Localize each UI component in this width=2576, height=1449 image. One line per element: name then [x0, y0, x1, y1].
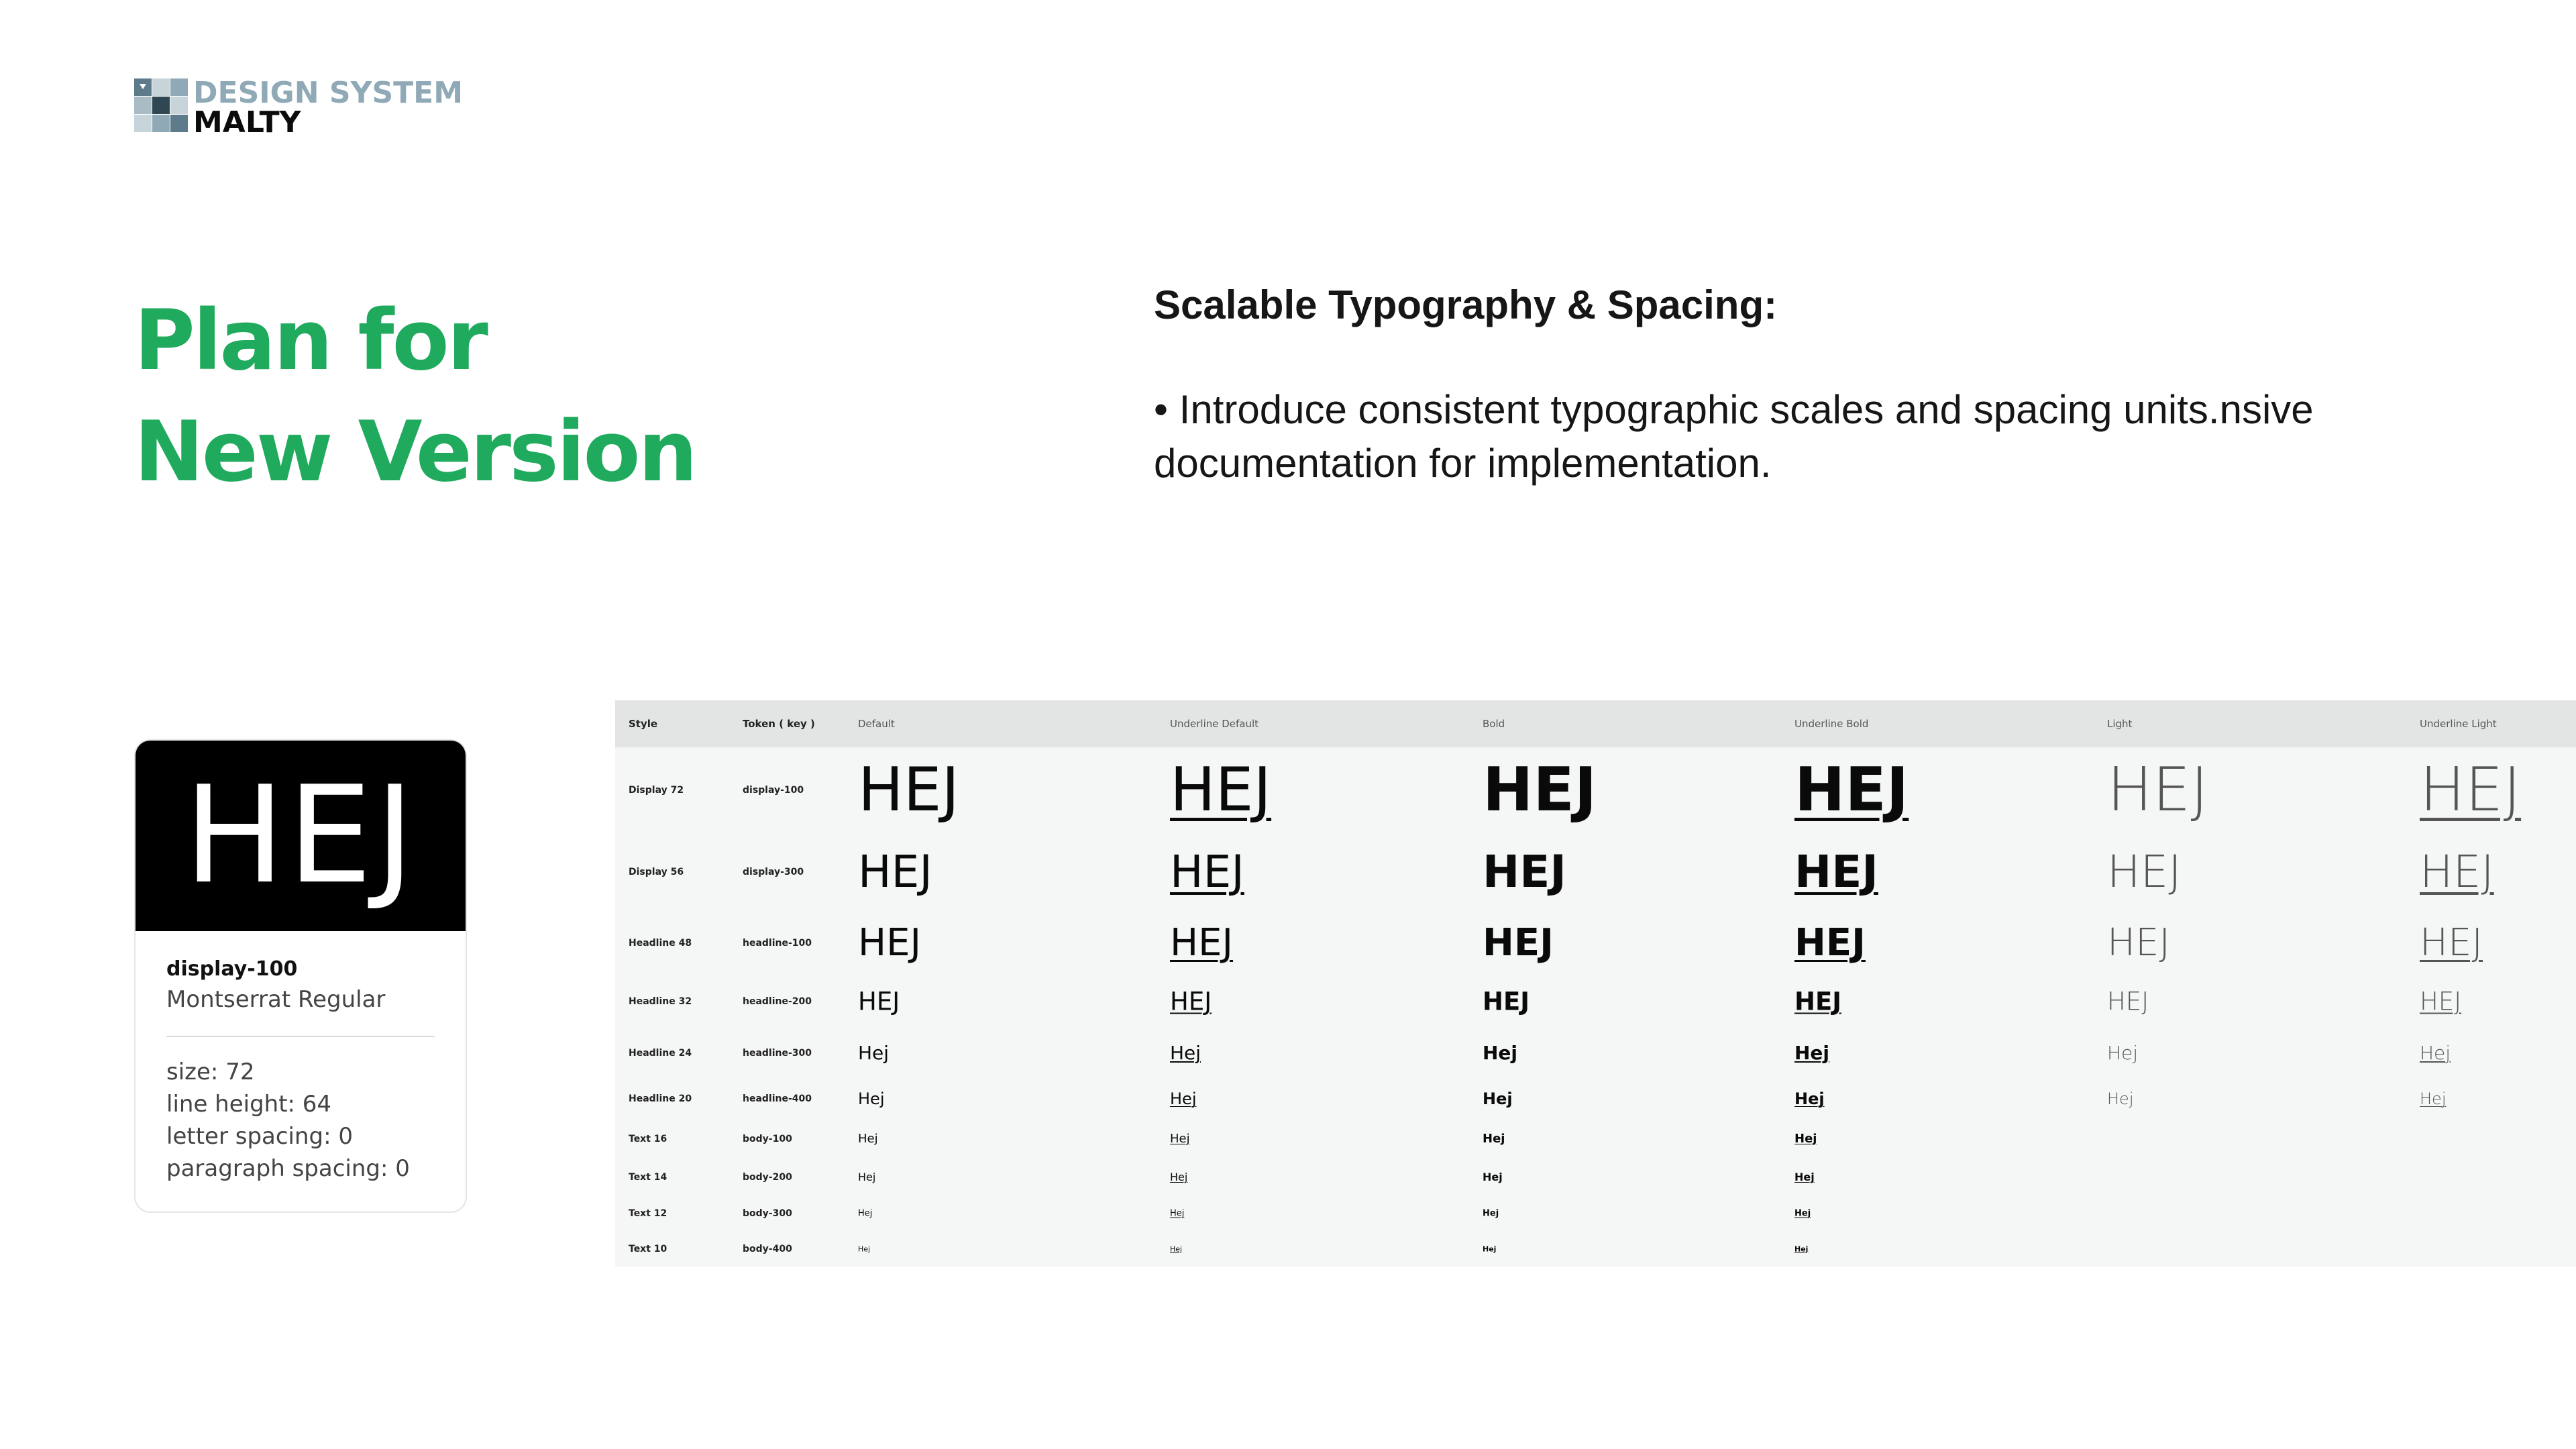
description-body: • Introduce consistent typographic scales and spacing units.nsive documentation for implementation. — [1154, 387, 2314, 486]
sample-default: Hej — [858, 1132, 878, 1146]
sample-bold: Hej — [1483, 1132, 1505, 1146]
sample-underline-bold: HEJ — [1794, 755, 1909, 825]
sample-underline-light: HEJ — [2420, 846, 2494, 898]
row-style-label: Text 16 — [629, 1134, 667, 1144]
sample-underline-default: HEJ — [1170, 846, 1244, 898]
logo-wordmark — [193, 78, 463, 138]
specimen-letter-spacing: letter spacing: 0 — [166, 1123, 354, 1150]
design-system-logo — [134, 78, 510, 139]
row-token-label: display-100 — [743, 785, 804, 796]
sample-bold: Hej — [1483, 1244, 1497, 1254]
sample-default: HEJ — [858, 921, 922, 965]
sample-underline-bold: HEJ — [1794, 846, 1878, 898]
header-light: Light — [2107, 718, 2133, 730]
title-line-2: New Version — [134, 404, 696, 500]
row-style-label: Display 72 — [629, 785, 684, 796]
sample-underline-bold: HEJ — [1794, 987, 1842, 1016]
sample-light: Hej — [2107, 1089, 2134, 1108]
sample-light: HEJ — [2107, 921, 2171, 965]
row-style-label: Display 56 — [629, 867, 684, 877]
header-default: Default — [858, 718, 895, 730]
description-block — [1154, 278, 2428, 490]
sample-underline-default: Hej — [1170, 1042, 1201, 1064]
logo-mark-icon — [134, 78, 188, 132]
page-title — [134, 285, 738, 508]
specimen-divider — [166, 1036, 435, 1037]
header-token: Token ( key ) — [743, 718, 815, 730]
sample-underline-bold: Hej — [1794, 1171, 1815, 1183]
sample-underline-default: Hej — [1170, 1089, 1197, 1108]
row-token-label: display-300 — [743, 867, 804, 877]
sample-light: Hej — [2107, 1042, 2139, 1064]
sample-default: Hej — [858, 1244, 871, 1254]
row-token-label: body-200 — [743, 1172, 792, 1183]
sample-underline-light: HEJ — [2420, 987, 2462, 1016]
row-style-label: Text 12 — [629, 1208, 667, 1219]
title-line-1: Plan for — [134, 292, 486, 389]
row-token-label: body-300 — [743, 1208, 792, 1219]
sample-underline-bold: Hej — [1794, 1132, 1817, 1146]
sample-bold: HEJ — [1483, 846, 1566, 898]
sample-underline-default: Hej — [1170, 1132, 1190, 1146]
specimen-line-height: line height: 64 — [166, 1091, 332, 1118]
sample-default: Hej — [858, 1208, 873, 1219]
header-underline-light: Underline Light — [2420, 718, 2497, 730]
sample-underline-bold: Hej — [1794, 1042, 1830, 1064]
sample-underline-light: Hej — [2420, 1089, 2447, 1108]
sample-light: HEJ — [2107, 755, 2209, 825]
sample-underline-bold: Hej — [1794, 1208, 1811, 1219]
sample-default: Hej — [858, 1042, 890, 1064]
sample-underline-bold: Hej — [1794, 1244, 1809, 1254]
sample-light: HEJ — [2107, 846, 2182, 898]
row-style-label: Headline 24 — [629, 1048, 692, 1059]
specimen-size: size: 72 — [166, 1059, 255, 1085]
row-style-label: Headline 32 — [629, 996, 692, 1007]
sample-bold: Hej — [1483, 1171, 1503, 1183]
type-specimen-card — [134, 739, 467, 1213]
sample-bold: Hej — [1483, 1089, 1513, 1108]
specimen-preview — [136, 741, 466, 931]
specimen-token: display-100 — [166, 957, 298, 981]
sample-underline-default: Hej — [1170, 1244, 1183, 1254]
logo-line-design-system: DESIGN SYSTEM — [193, 76, 463, 110]
logo-line-malty: MALTY — [193, 105, 301, 140]
sample-underline-default: HEJ — [1170, 921, 1234, 965]
sample-bold: HEJ — [1483, 987, 1530, 1016]
header-underline-default: Underline Default — [1170, 718, 1259, 730]
sample-default: Hej — [858, 1171, 876, 1183]
header-style: Style — [629, 718, 658, 730]
row-token-label: headline-300 — [743, 1048, 812, 1059]
sample-default: HEJ — [858, 987, 900, 1016]
sample-underline-default: Hej — [1170, 1171, 1188, 1183]
sample-bold: Hej — [1483, 1042, 1518, 1064]
sample-bold: Hej — [1483, 1208, 1499, 1219]
sample-underline-default: HEJ — [1170, 755, 1272, 825]
sample-default: HEJ — [858, 846, 932, 898]
row-token-label: headline-400 — [743, 1093, 812, 1104]
table-header — [615, 700, 2576, 747]
sample-underline-light: HEJ — [2420, 755, 2522, 825]
sample-underline-light: Hej — [2420, 1042, 2451, 1064]
sample-underline-bold: HEJ — [1794, 921, 1866, 965]
type-scale-table — [615, 700, 2576, 1267]
sample-underline-default: HEJ — [1170, 987, 1212, 1016]
header-underline-bold: Underline Bold — [1794, 718, 1869, 730]
sample-default: Hej — [858, 1089, 885, 1108]
specimen-sample-text: HEJ — [184, 757, 417, 914]
sample-bold: HEJ — [1483, 755, 1597, 825]
row-style-label: Text 10 — [629, 1244, 667, 1254]
sample-underline-bold: Hej — [1794, 1089, 1825, 1108]
row-token-label: headline-100 — [743, 938, 812, 949]
row-style-label: Headline 20 — [629, 1093, 692, 1104]
sample-light: HEJ — [2107, 987, 2149, 1016]
specimen-font-name: Montserrat Regular — [166, 986, 386, 1013]
row-token-label: body-100 — [743, 1134, 792, 1144]
row-token-label: body-400 — [743, 1244, 792, 1254]
row-style-label: Headline 48 — [629, 938, 692, 949]
sample-default: HEJ — [858, 755, 960, 825]
specimen-paragraph-spacing: paragraph spacing: 0 — [166, 1155, 410, 1182]
description-title: Scalable Typography & Spacing: — [1154, 282, 1778, 327]
row-style-label: Text 14 — [629, 1172, 667, 1183]
sample-underline-light: HEJ — [2420, 921, 2483, 965]
header-bold: Bold — [1483, 718, 1505, 730]
row-token-label: headline-200 — [743, 996, 812, 1007]
specimen-details — [136, 931, 466, 1185]
sample-bold: HEJ — [1483, 921, 1554, 965]
sample-underline-default: Hej — [1170, 1208, 1185, 1219]
